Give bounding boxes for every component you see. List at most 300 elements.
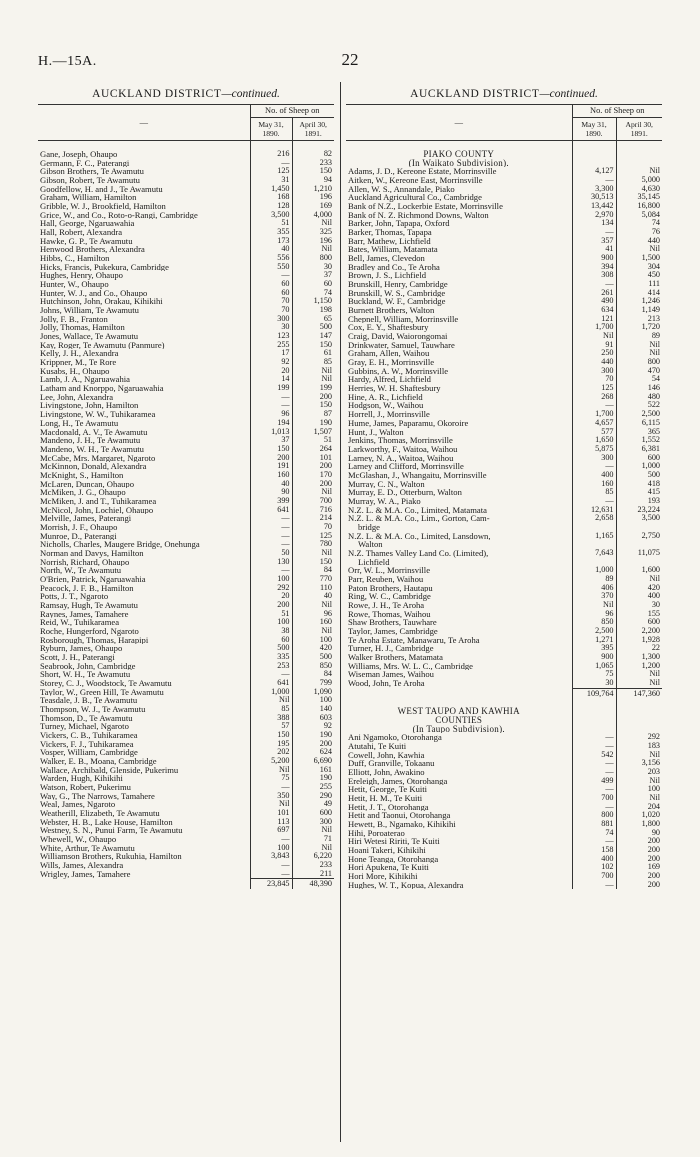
owner-cell: McLaren, Duncan, Ohaupo	[40, 479, 135, 489]
sheep-may-1890-cell: 125	[572, 384, 616, 393]
sheep-may-1890-cell: —	[572, 742, 616, 751]
owner-cell: Hetit and Taonui, Otorohanga	[348, 811, 451, 821]
sheep-april-1891-cell: 292	[616, 733, 662, 742]
table-row	[38, 410, 334, 419]
table-row	[38, 670, 334, 679]
sheep-may-1890-cell: 40	[250, 245, 292, 254]
sheep-april-1891-cell: Nil	[292, 219, 334, 228]
table-row	[38, 263, 334, 272]
sheep-april-1891-cell: Nil	[292, 375, 334, 384]
sheep-may-1890-cell: 123	[250, 332, 292, 341]
sheep-april-1891-cell: 150	[292, 167, 334, 176]
sheep-april-1891-cell: 600	[616, 618, 662, 627]
table-row	[38, 679, 334, 688]
sheep-april-1891-cell: 170	[292, 471, 334, 480]
right-title-continued: —continued.	[539, 88, 598, 100]
sheep-april-1891-cell: Nil	[616, 341, 662, 350]
sheep-april-1891-cell: 1,600	[616, 566, 662, 575]
sheep-april-1891-cell: 770	[292, 575, 334, 584]
right-may-header	[572, 118, 616, 141]
owner-cell: Hewett, B., Ngamako, Kihikihi	[348, 820, 456, 829]
owner-cell: O'Brien, Patrick, Ngaruawahia	[40, 574, 146, 584]
sheep-may-1890-cell: 160	[572, 480, 616, 489]
table-row	[38, 618, 334, 627]
owner-cell: Livingstone, W. W., Tuhikaramea	[40, 410, 156, 419]
sheep-april-1891-cell: 204	[616, 803, 662, 812]
owner-cell: Way, G., The Narrows, Tamahere	[40, 791, 155, 801]
table-row	[346, 471, 662, 480]
sheep-may-1890-cell: 900	[572, 254, 616, 263]
owner-cell: Hiri Wetesi Ririti, Te Kuiti	[348, 837, 440, 847]
sheep-may-1890-cell: 102	[572, 863, 616, 872]
owner-cell: Rowe, Thomas, Waihou	[348, 609, 431, 619]
sheep-may-1890-cell: 1,700	[572, 410, 616, 419]
owner-cell: McCabe, Mrs. Margaret, Ngaroto	[40, 453, 156, 463]
table-row	[38, 454, 334, 463]
sheep-may-1890-cell: 194	[250, 419, 292, 428]
empty-cell	[572, 725, 616, 734]
sheep-may-1890-cell: —	[250, 566, 292, 575]
sheep-april-1891-cell: 1,020	[616, 811, 662, 820]
sheep-may-1890-cell: —	[250, 393, 292, 402]
sheep-april-1891-cell: 147,360	[616, 688, 662, 698]
table-row	[346, 271, 662, 280]
sheep-may-1890-cell: 1,065	[572, 662, 616, 671]
sheep-may-1890-cell: 60	[250, 280, 292, 289]
table-row	[38, 159, 334, 168]
sheep-april-1891-cell: 214	[292, 514, 334, 523]
table-row	[346, 514, 662, 523]
owner-cell: Vickers, C. B., Tuhikaramea	[40, 731, 138, 740]
owner-cell: Gane, Joseph, Ohaupo	[40, 150, 118, 159]
sheep-april-1891-cell: 200	[616, 881, 662, 890]
sheep-may-1890-cell: 395	[572, 644, 616, 653]
table-row	[38, 714, 334, 723]
table-row	[346, 219, 662, 228]
sheep-may-1890-cell: 261	[572, 289, 616, 298]
table-row	[346, 228, 662, 237]
sheep-april-1891-cell: 850	[292, 662, 334, 671]
table-row	[38, 540, 334, 549]
table-row	[38, 731, 334, 740]
sheep-may-1890-cell: —	[572, 803, 616, 812]
sheep-may-1890-cell: 1,271	[572, 636, 616, 645]
owner-cell: Larkworthy, F., Waitoa, Waihou	[348, 444, 458, 454]
table-row	[38, 211, 334, 220]
table-row	[38, 809, 334, 818]
sheep-may-1890-cell: 5,875	[572, 445, 616, 454]
sheep-may-1890-cell: 60	[250, 289, 292, 298]
table-row	[38, 766, 334, 775]
owner-cell: Williamson Brothers, Rukuhia, Hamilton	[40, 852, 182, 862]
sheep-april-1891-cell: 110	[292, 584, 334, 593]
table-row	[346, 751, 662, 760]
sheep-april-1891-cell: 160	[292, 618, 334, 627]
owner-cell: Latham and Knorppo, Ngaruawahia	[40, 384, 164, 393]
owner-cell: Bates, William, Matamata	[348, 245, 438, 255]
sheep-april-1891-cell: 213	[616, 315, 662, 324]
owner-cell: Hall, Robert, Alexandra	[40, 228, 123, 237]
sheep-may-1890-cell: —	[572, 228, 616, 237]
sheep-may-1890-cell: 5,200	[250, 757, 292, 766]
owner-cell: Raynes, James, Tamahere	[40, 609, 129, 619]
sheep-april-1891-cell: 800	[292, 254, 334, 263]
owner-cell: Gibson Brothers, Te Awamutu	[40, 167, 144, 177]
sheep-may-1890-cell: 700	[572, 872, 616, 881]
owner-cell: Duff, Granville, Tokaanu	[348, 759, 435, 769]
sheep-may-1890-cell: 335	[250, 653, 292, 662]
sheep-may-1890-cell: 3,300	[572, 185, 616, 194]
section-title-west-taupo-row	[346, 707, 662, 716]
left-column-title	[38, 86, 334, 104]
table-row	[346, 777, 662, 786]
table-row	[346, 523, 662, 532]
owner-cell: Orr, W. L., Morrinsville	[348, 566, 431, 575]
sheep-april-1891-cell: 325	[292, 228, 334, 237]
sheep-april-1891-cell: 23,224	[616, 506, 662, 515]
sheep-april-1891-cell: 420	[292, 644, 334, 653]
sheep-may-1890-cell: —	[572, 837, 616, 846]
table-row	[38, 358, 334, 367]
sheep-april-1891-cell: 49	[292, 800, 334, 809]
table-row	[38, 523, 334, 532]
sheep-april-1891-cell: 5,000	[616, 176, 662, 185]
section-title-counties: COUNTIES	[435, 716, 483, 725]
sheep-may-1890-cell: 90	[250, 488, 292, 497]
sheep-april-1891-cell: 71	[292, 835, 334, 844]
owner-cell: Parr, Reuben, Waihou	[348, 574, 424, 584]
sheep-april-1891-cell: 22	[616, 644, 662, 653]
table-row	[346, 315, 662, 324]
sheep-may-1890-cell: 577	[572, 428, 616, 437]
sheep-may-1890-cell: 14	[250, 375, 292, 384]
sheep-may-1890-cell: 400	[572, 471, 616, 480]
owner-cell: Watson, Robert, Pukerimu	[40, 783, 131, 792]
sheep-may-1890-cell: 1,000	[250, 688, 292, 697]
sheep-april-1891-cell: Nil	[292, 826, 334, 835]
table-row	[346, 803, 662, 812]
sheep-may-1890-cell: 3,500	[250, 211, 292, 220]
owner-cell: Vickers, F. J., Tuhikaramea	[40, 739, 134, 749]
sheep-may-1890-cell: 700	[572, 794, 616, 803]
sheep-may-1890-cell: 800	[572, 811, 616, 820]
table-row	[346, 742, 662, 751]
sheep-may-1890-cell: —	[250, 401, 292, 410]
owner-cell: Gibson, Robert, Te Awamutu	[40, 176, 140, 185]
owner-cell: Morrish, J. F., Ohaupo	[40, 522, 118, 532]
sheep-may-1890-cell: 490	[572, 297, 616, 306]
sheep-april-1891-cell: 125	[292, 532, 334, 541]
sheep-april-1891-cell: 3,156	[616, 759, 662, 768]
empty-cell	[616, 707, 662, 716]
sheep-may-1890-cell: 30,513	[572, 193, 616, 202]
table-row	[38, 792, 334, 801]
sheep-may-1890-cell: 51	[250, 219, 292, 228]
sheep-may-1890-cell: 1,700	[572, 323, 616, 332]
sheep-april-1891-cell: 3,500	[616, 514, 662, 523]
sheep-may-1890-cell: 85	[250, 705, 292, 714]
sheep-april-1891-cell: 198	[292, 306, 334, 315]
sheep-may-1890-cell: 400	[572, 855, 616, 864]
table-row	[346, 167, 662, 176]
sheep-april-1891-cell: 150	[292, 341, 334, 350]
owner-cell: Hutchinson, John, Orakau, Kihikihi	[40, 297, 163, 307]
owner-cell: Hardy, Alfred, Lichfield	[348, 375, 431, 385]
sheep-april-1891-cell: 89	[616, 332, 662, 341]
table-row	[346, 794, 662, 803]
owner-cell: Grice, W., and Co., Roto-o-Rangi, Cambridge	[40, 210, 198, 220]
left-table-body	[38, 141, 334, 890]
sheep-april-1891-cell: 6,115	[616, 419, 662, 428]
owner-cell: Hodgson, W., Waihou	[348, 401, 424, 411]
sheep-may-1890-cell: 1,165	[572, 532, 616, 541]
sheep-april-1891-cell: 365	[616, 428, 662, 437]
sheep-may-1890-cell: 37	[250, 436, 292, 445]
table-row	[346, 401, 662, 410]
left-sheep-header: No. of Sheep on	[250, 105, 334, 118]
table-row	[38, 705, 334, 714]
sheep-april-1891-cell: 4,000	[292, 211, 334, 220]
sheep-april-1891-cell: 264	[292, 445, 334, 454]
table-row	[38, 306, 334, 315]
owner-cell: Burnett Brothers, Walton	[348, 306, 435, 315]
sheep-may-1890-cell: 160	[250, 471, 292, 480]
right-sheep-table	[346, 104, 662, 889]
owner-cell: Murray, C. N., Walton	[348, 479, 425, 489]
owner-cell: Vosper, William, Cambridge	[40, 748, 138, 758]
table-row	[38, 835, 334, 844]
owner-cell: Adams, J. D., Kereone Estate, Morrinsville	[348, 167, 497, 177]
owner-cell: Johns, William, Te Awamutu	[40, 306, 139, 315]
owner-cell: Bell, James, Clevedon	[348, 254, 425, 263]
sheep-april-1891-cell: Nil	[616, 777, 662, 786]
sheep-may-1890-cell: 406	[572, 584, 616, 593]
table-row	[346, 358, 662, 367]
owner-cell: Hunt, J., Walton	[348, 427, 404, 437]
table-row	[346, 211, 662, 220]
right-column	[346, 86, 662, 889]
sheep-april-1891-cell: 183	[616, 742, 662, 751]
table-row	[38, 237, 334, 246]
table-row	[346, 185, 662, 194]
sheep-april-1891-cell: 1,210	[292, 185, 334, 194]
owner-cell	[38, 879, 250, 889]
sheep-april-1891-cell: 35,145	[616, 193, 662, 202]
sheep-april-1891-cell: 1,000	[616, 462, 662, 471]
sheep-may-1890-cell: 550	[250, 263, 292, 272]
sheep-april-1891-cell: 800	[616, 358, 662, 367]
table-row	[38, 176, 334, 185]
owner-cell: Barker, John, Tapapa, Oxford	[348, 219, 450, 229]
sheep-april-1891-cell: 101	[292, 454, 334, 463]
owner-cell: Barker, Thomas, Tapapa	[348, 228, 432, 237]
table-row	[38, 428, 334, 437]
sheep-may-1890-cell	[572, 540, 616, 549]
sheep-april-1891-cell: 82	[292, 150, 334, 159]
owner-cell: Potts, J. T., Ngaroto	[40, 592, 109, 601]
table-row	[38, 748, 334, 757]
owner-cell: McKinnon, Donald, Alexandra	[40, 462, 147, 471]
owner-cell: Hetit, George, Te Kuiti	[348, 785, 428, 795]
sheep-april-1891-cell: 233	[292, 861, 334, 870]
table-row	[346, 575, 662, 584]
right-title-main: AUCKLAND DISTRICT	[410, 88, 540, 100]
owner-cell: Hetit, J. T., Otorohanga	[348, 802, 429, 812]
owner-cell: Murray, W. A., Piako	[348, 496, 421, 506]
sheep-april-1891-cell: 200	[616, 846, 662, 855]
owner-cell: Walton	[358, 540, 383, 549]
table-row	[38, 514, 334, 523]
sheep-may-1890-cell: 23,845	[250, 879, 292, 889]
section-subtitle-taupo-row	[346, 725, 662, 734]
table-row	[38, 185, 334, 194]
sheep-april-1891-cell: 190	[292, 419, 334, 428]
table-row	[38, 289, 334, 298]
sheep-may-1890-cell: 200	[250, 601, 292, 610]
owner-cell: Goodfellow, H. and J., Te Awamutu	[40, 184, 163, 194]
owner-cell: Gray, E. H., Morrinsville	[348, 358, 435, 367]
owner-cell: Ryburn, James, Ohaupo	[40, 644, 123, 653]
sheep-april-1891-cell: 11,075	[616, 549, 662, 558]
table-row	[38, 228, 334, 237]
table-row	[38, 332, 334, 341]
sheep-april-1891-cell: 780	[292, 540, 334, 549]
table-row	[38, 167, 334, 176]
sheep-may-1890-cell: 900	[572, 653, 616, 662]
sheep-may-1890-cell: 355	[250, 228, 292, 237]
left-april-label: April 30, 1891.	[299, 120, 327, 138]
sheep-may-1890-cell: —	[250, 870, 292, 879]
owner-cell: Brunskill, Henry, Cambridge	[348, 280, 448, 289]
sheep-may-1890-cell: Nil	[250, 800, 292, 809]
table-row	[346, 592, 662, 601]
sheep-april-1891-cell: 51	[292, 436, 334, 445]
table-row	[38, 662, 334, 671]
table-row	[346, 280, 662, 289]
owner-cell: Hunter, W., Ohaupo	[40, 280, 109, 289]
table-row	[346, 289, 662, 298]
sheep-may-1890-cell: 12,631	[572, 506, 616, 515]
page-ref: H.—15A.	[38, 54, 97, 69]
sheep-may-1890-cell: 3,843	[250, 852, 292, 861]
sheep-may-1890-cell: Nil	[250, 696, 292, 705]
sheep-april-1891-cell: 624	[292, 748, 334, 757]
owner-cell: Ring, W. C., Cambridge	[348, 592, 431, 601]
sheep-may-1890-cell: —	[250, 514, 292, 523]
sheep-april-1891-cell: 199	[292, 384, 334, 393]
sheep-may-1890-cell: 158	[572, 846, 616, 855]
sheep-may-1890-cell: 1,000	[572, 566, 616, 575]
sheep-may-1890-cell: 1,650	[572, 436, 616, 445]
sheep-april-1891-cell: 96	[292, 610, 334, 619]
owner-cell: Gribble, W. J., Brookfield, Hamilton	[40, 202, 166, 211]
sheep-april-1891-cell: 100	[292, 636, 334, 645]
table-row	[38, 826, 334, 835]
left-april-header	[292, 118, 334, 141]
table-row	[38, 774, 334, 783]
sheep-may-1890-cell: 40	[250, 480, 292, 489]
table-row	[346, 881, 662, 890]
sheep-april-1891-cell: 169	[616, 863, 662, 872]
owner-cell: Seabrook, John, Cambridge	[40, 661, 136, 671]
sheep-april-1891-cell: 1,507	[292, 428, 334, 437]
table-row	[38, 592, 334, 601]
owner-cell: Hunter, W. J., and Co., Ohaupo	[40, 288, 148, 298]
sheep-may-1890-cell: 31	[250, 176, 292, 185]
column-separator	[340, 82, 341, 1142]
owner-cell: Atutahi, Te Kuiti	[348, 742, 407, 751]
sheep-april-1891-cell: Nil	[292, 549, 334, 558]
sheep-april-1891-cell: Nil	[616, 349, 662, 358]
sheep-april-1891-cell: 200	[292, 462, 334, 471]
owner-cell: Wallace, Archibald, Glenside, Pukerimu	[40, 765, 179, 775]
table-row	[38, 566, 334, 575]
sheep-april-1891-cell: 146	[616, 384, 662, 393]
owner-cell: Cox, E. Y., Shaftesbury	[348, 323, 429, 333]
sheep-may-1890-cell: 399	[250, 497, 292, 506]
sheep-april-1891-cell	[616, 558, 662, 567]
table-row	[38, 636, 334, 645]
sheep-may-1890-cell: —	[250, 835, 292, 844]
table-row	[346, 820, 662, 829]
owner-cell: Wiseman James, Waihou	[348, 670, 434, 679]
sheep-may-1890-cell: 100	[250, 575, 292, 584]
table-row	[38, 436, 334, 445]
sheep-april-1891-cell: 799	[292, 679, 334, 688]
owner-cell: Kelly, J. H., Alexandra	[40, 349, 119, 359]
page-number: 22	[341, 50, 359, 69]
owner-cell: Wills, James, Alexandra	[40, 861, 124, 870]
owner-cell: Macdonald, A. V., Te Awamutu	[40, 427, 148, 437]
table-row	[346, 263, 662, 272]
owner-cell: Hoani Takeri, Kihikihi	[348, 846, 426, 855]
sheep-april-1891-cell: 6,381	[616, 445, 662, 454]
owner-cell: Hughes, W. T., Kopua, Alexandra	[348, 880, 464, 890]
owner-cell: N.Z. Thames Valley Land Co. (Limited),	[348, 548, 489, 558]
sheep-april-1891-cell: 1,149	[616, 306, 662, 315]
table-row	[346, 375, 662, 384]
table-row	[346, 480, 662, 489]
empty-cell	[616, 716, 662, 725]
sheep-may-1890-cell: 150	[250, 445, 292, 454]
owner-cell: McGlashan, J., Whangaitu, Morrinsville	[348, 470, 487, 480]
sheep-april-1891-cell: 233	[292, 159, 334, 168]
owner-cell: Hone Teanga, Otorohanga	[348, 854, 439, 864]
sheep-may-1890-cell: 216	[250, 150, 292, 159]
sheep-may-1890-cell: 300	[572, 367, 616, 376]
sheep-april-1891-cell: 700	[292, 497, 334, 506]
sheep-april-1891-cell: 30	[616, 601, 662, 610]
table-row	[346, 846, 662, 855]
right-name-header: —	[346, 105, 572, 141]
sheep-april-1891-cell: 2,750	[616, 532, 662, 541]
sheep-april-1891-cell: 6,690	[292, 757, 334, 766]
sheep-may-1890-cell: —	[572, 176, 616, 185]
sheep-may-1890-cell: 17	[250, 349, 292, 358]
table-row	[38, 384, 334, 393]
section-subtitle-taupo: (In Taupo Subdivision).	[412, 724, 505, 734]
table-row	[346, 837, 662, 846]
sheep-may-1890-cell: 74	[572, 829, 616, 838]
table-row	[38, 349, 334, 358]
sheep-may-1890-cell: 128	[250, 202, 292, 211]
table-row	[346, 445, 662, 454]
table-row	[346, 454, 662, 463]
owner-cell: Buckland, W. F., Cambridge	[348, 297, 446, 307]
sheep-april-1891-cell: 1,928	[616, 636, 662, 645]
table-row	[38, 219, 334, 228]
sheep-april-1891-cell: Nil	[292, 488, 334, 497]
